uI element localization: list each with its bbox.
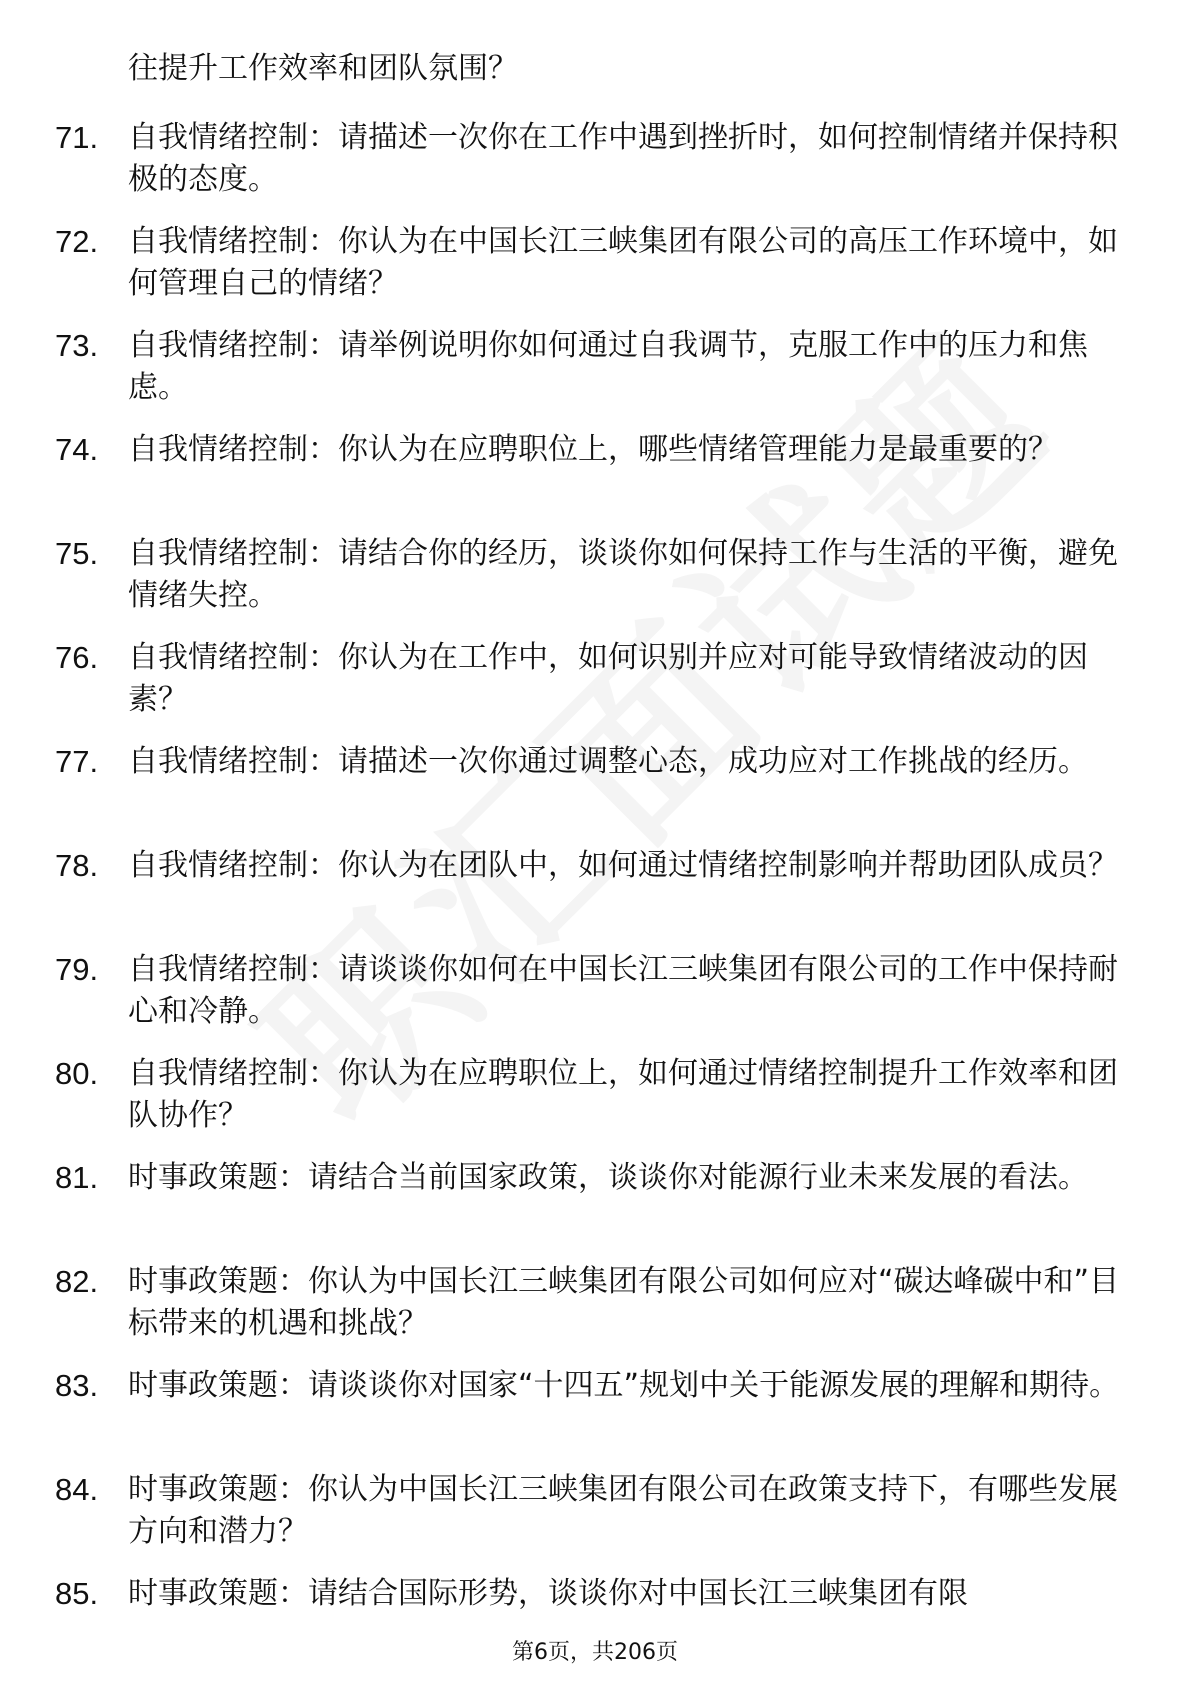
- continuation-text: 往提升工作效率和团队氛围？: [128, 51, 518, 86]
- question-item: [55, 949, 1125, 1053]
- question-number: 78.: [55, 848, 99, 883]
- question-number: 71.: [55, 120, 99, 155]
- question-item: [55, 741, 1125, 845]
- question-number: 76.: [55, 640, 99, 675]
- question-number: 79.: [55, 952, 99, 987]
- question-text: 时事政策题：你认为中国长江三峡集团有限公司如何应对“碳达峰碳中和”目标带来的机遇和挑战？: [128, 1264, 1120, 1341]
- question-number: 82.: [55, 1264, 99, 1299]
- question-text: 时事政策题：请谈谈你对国家“十四五”规划中关于能源发展的理解和期待。: [128, 1368, 1120, 1403]
- question-item: [55, 845, 1125, 949]
- question-number: 77.: [55, 744, 99, 779]
- question-text: 自我情绪控制：你认为在应聘职位上，如何通过情绪控制提升工作效率和团队协作？: [128, 1056, 1118, 1133]
- question-item: [55, 1157, 1125, 1261]
- question-number: 83.: [55, 1368, 99, 1403]
- question-text: 自我情绪控制：请谈谈你如何在中国长江三峡集团有限公司的工作中保持耐心和冷静。: [128, 952, 1118, 1029]
- question-item: [55, 1261, 1125, 1365]
- page-footer: 第6页，共206页: [512, 1640, 678, 1665]
- question-number: 74.: [55, 432, 99, 467]
- question-text: 自我情绪控制：请举例说明你如何通过自我调节，克服工作中的压力和焦虑。: [128, 328, 1088, 405]
- question-list: [55, 117, 1125, 1677]
- question-text: 时事政策题：你认为中国长江三峡集团有限公司在政策支持下，有哪些发展方向和潜力？: [128, 1472, 1118, 1549]
- question-item: [55, 533, 1125, 637]
- question-text: 自我情绪控制：你认为在工作中，如何识别并应对可能导致情绪波动的因素？: [128, 640, 1088, 717]
- question-number: 75.: [55, 536, 99, 571]
- question-number: 85.: [55, 1576, 99, 1611]
- question-item: [55, 1469, 1125, 1573]
- question-item: [55, 325, 1125, 429]
- question-number: 73.: [55, 328, 99, 363]
- question-text: 自我情绪控制：你认为在团队中，如何通过情绪控制影响并帮助团队成员？: [128, 848, 1118, 883]
- question-number: 81.: [55, 1160, 99, 1195]
- question-number: 84.: [55, 1472, 99, 1507]
- question-item: [55, 637, 1125, 741]
- question-text: 自我情绪控制：你认为在中国长江三峡集团有限公司的高压工作环境中，如何管理自己的情绪？: [128, 224, 1118, 301]
- question-text: 时事政策题：请结合当前国家政策，谈谈你对能源行业未来发展的看法。: [128, 1160, 1088, 1195]
- question-text: 时事政策题：请结合国际形势，谈谈你对中国长江三峡集团有限: [128, 1576, 968, 1611]
- question-item: [55, 1365, 1125, 1469]
- question-number: 72.: [55, 224, 99, 259]
- question-text: 自我情绪控制：请描述一次你通过调整心态，成功应对工作挑战的经历。: [128, 744, 1088, 779]
- question-item: [55, 117, 1125, 221]
- question-text: 自我情绪控制：请描述一次你在工作中遇到挫折时，如何控制情绪并保持积极的态度。: [128, 120, 1118, 197]
- question-item: [55, 429, 1125, 533]
- question-text: 自我情绪控制：你认为在应聘职位上，哪些情绪管理能力是最重要的？: [128, 432, 1058, 467]
- question-number: 80.: [55, 1056, 99, 1091]
- question-item: [55, 1053, 1125, 1157]
- question-text: 自我情绪控制：请结合你的经历，谈谈你如何保持工作与生活的平衡，避免情绪失控。: [128, 536, 1118, 613]
- question-item: [55, 221, 1125, 325]
